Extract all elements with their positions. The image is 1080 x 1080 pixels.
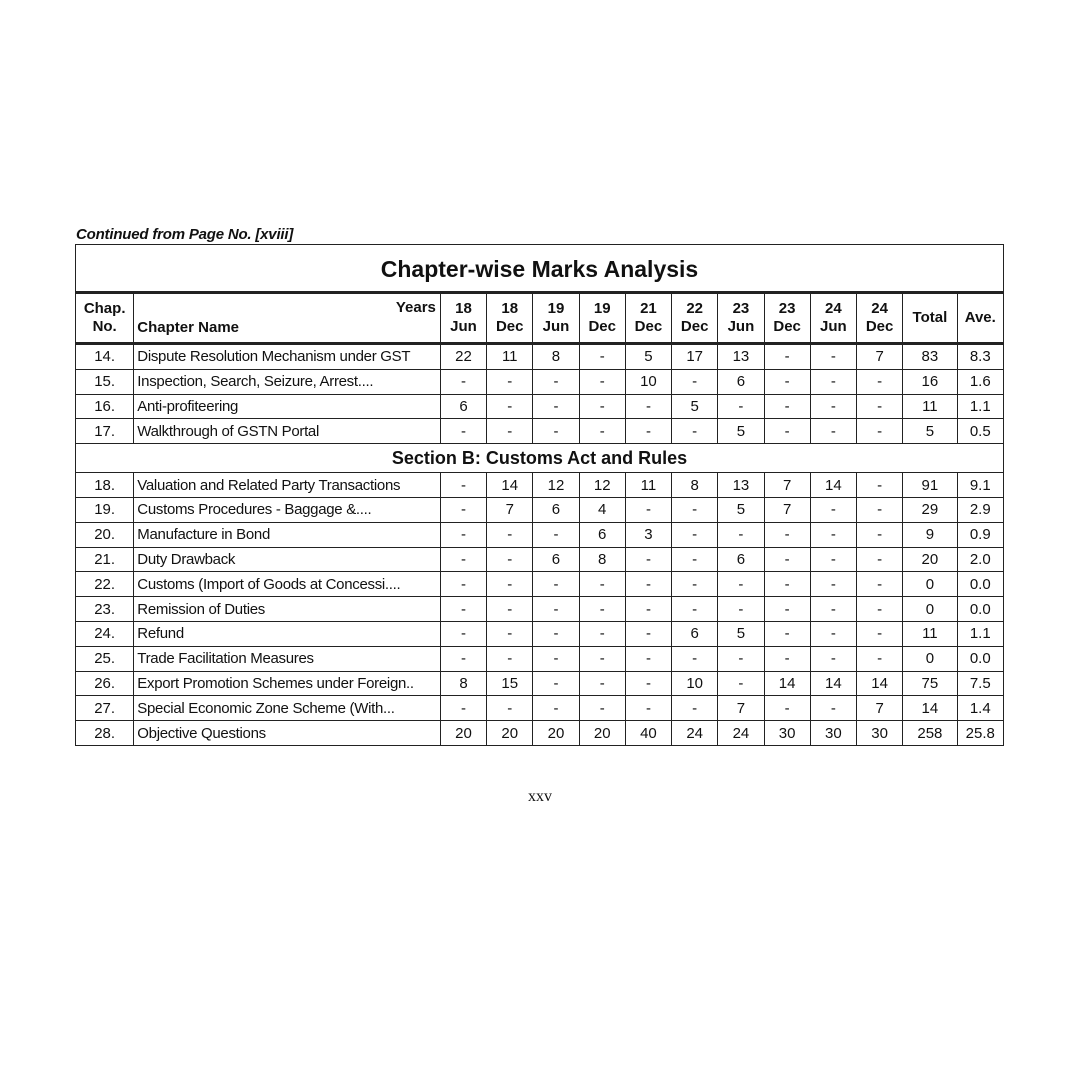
exam-header-term: Jun [820, 318, 847, 335]
marks-cell: - [672, 522, 718, 547]
chapter-number-cell: 20. [76, 522, 134, 547]
exam-header-term: Dec [773, 318, 801, 335]
marks-cell: - [625, 572, 671, 597]
average-cell: 7.5 [957, 671, 1003, 696]
table-row [76, 497, 1004, 522]
table-row [76, 671, 1004, 696]
marks-cell: - [857, 621, 903, 646]
chapter-name-cell: Special Economic Zone Scheme (With... [134, 696, 441, 721]
marks-cell: 7 [487, 497, 533, 522]
exam-header-term: Jun [542, 318, 570, 335]
marks-cell: 15 [487, 671, 533, 696]
marks-cell: - [625, 621, 671, 646]
chapter-number-cell: 21. [76, 547, 134, 572]
marks-cell: 17 [672, 344, 718, 370]
marks-cell: - [764, 646, 810, 671]
total-header: Total [903, 293, 957, 344]
exam-header [440, 293, 486, 344]
marks-cell: - [764, 394, 810, 419]
marks-cell: - [487, 597, 533, 622]
average-cell: 2.0 [957, 547, 1003, 572]
total-cell: 16 [903, 369, 957, 394]
marks-cell: - [533, 369, 579, 394]
exam-header [810, 293, 856, 344]
marks-cell: - [625, 597, 671, 622]
marks-cell: - [857, 419, 903, 444]
exam-header-term: Dec [495, 318, 524, 335]
marks-cell: - [579, 419, 625, 444]
marks-cell: 6 [533, 547, 579, 572]
exam-header-year: 24 [825, 300, 842, 317]
chapter-name-header [134, 293, 441, 344]
exam-header-year: 19 [547, 300, 565, 317]
marks-cell: 12 [533, 473, 579, 498]
marks-cell: - [857, 369, 903, 394]
marks-cell: - [810, 696, 856, 721]
total-cell: 0 [903, 646, 957, 671]
marks-cell: - [487, 696, 533, 721]
chapter-number-cell: 18. [76, 473, 134, 498]
marks-cell: 13 [718, 344, 764, 370]
average-cell: 1.1 [957, 621, 1003, 646]
exam-header-term: Dec [588, 318, 616, 335]
marks-cell: 8 [579, 547, 625, 572]
marks-cell: - [810, 547, 856, 572]
marks-cell: - [533, 419, 579, 444]
marks-cell: - [533, 646, 579, 671]
exam-header-term: Jun [727, 318, 755, 335]
marks-cell: - [857, 497, 903, 522]
marks-cell: 20 [579, 721, 625, 746]
marks-cell: 24 [718, 721, 764, 746]
marks-cell: 20 [487, 721, 533, 746]
chapter-name-cell: Customs Procedures - Baggage &.... [134, 497, 441, 522]
total-cell: 11 [903, 621, 957, 646]
average-cell: 0.0 [957, 597, 1003, 622]
continued-note: Continued from Page No. [xviii] [76, 226, 294, 243]
exam-header [625, 293, 671, 344]
marks-cell: - [487, 522, 533, 547]
marks-cell: 6 [533, 497, 579, 522]
marks-cell: 20 [440, 721, 486, 746]
table-row [76, 621, 1004, 646]
marks-cell: 14 [857, 671, 903, 696]
table-row [76, 344, 1004, 370]
chapter-number-cell: 28. [76, 721, 134, 746]
exam-header [672, 293, 718, 344]
marks-cell: 30 [857, 721, 903, 746]
marks-cell: - [440, 473, 486, 498]
marks-cell: - [764, 621, 810, 646]
marks-cell: 5 [718, 419, 764, 444]
marks-cell: - [857, 394, 903, 419]
chapter-name-label: Chapter Name [137, 319, 239, 336]
chapter-name-cell: Valuation and Related Party Transactions [134, 473, 441, 498]
marks-cell: - [440, 522, 486, 547]
average-header: Ave. [957, 293, 1003, 344]
average-cell: 1.4 [957, 696, 1003, 721]
marks-cell: - [672, 572, 718, 597]
chapter-name-cell: Refund [134, 621, 441, 646]
marks-cell: - [718, 522, 764, 547]
marks-cell: - [533, 621, 579, 646]
marks-cell: - [440, 572, 486, 597]
marks-cell: - [579, 621, 625, 646]
marks-cell: - [487, 369, 533, 394]
marks-cell: - [810, 394, 856, 419]
marks-cell: 8 [440, 671, 486, 696]
marks-cell: - [579, 394, 625, 419]
years-label: Years [395, 299, 436, 316]
marks-cell: - [764, 369, 810, 394]
chapter-number-cell: 19. [76, 497, 134, 522]
marks-cell: - [764, 572, 810, 597]
chapter-name-cell: Duty Drawback [134, 547, 441, 572]
marks-cell: - [672, 646, 718, 671]
marks-cell: 30 [764, 721, 810, 746]
average-cell: 0.0 [957, 572, 1003, 597]
marks-cell: 4 [579, 497, 625, 522]
marks-cell: 11 [487, 344, 533, 370]
marks-cell: - [764, 597, 810, 622]
chap-no-header [76, 293, 134, 344]
chapter-number-cell: 22. [76, 572, 134, 597]
exam-header-year: 19 [593, 300, 611, 317]
marks-cell: 3 [625, 522, 671, 547]
average-cell: 1.6 [957, 369, 1003, 394]
marks-cell: 7 [718, 696, 764, 721]
marks-cell: - [533, 394, 579, 419]
marks-cell: 6 [718, 547, 764, 572]
marks-cell: - [810, 497, 856, 522]
marks-cell: - [857, 473, 903, 498]
chapter-number-cell: 25. [76, 646, 134, 671]
total-cell: 11 [903, 394, 957, 419]
chapter-name-cell: Trade Facilitation Measures [134, 646, 441, 671]
marks-cell: - [440, 419, 486, 444]
chapter-name-cell: Anti-profiteering [134, 394, 441, 419]
marks-cell: 40 [625, 721, 671, 746]
chapter-number-cell: 17. [76, 419, 134, 444]
total-cell: 14 [903, 696, 957, 721]
chapter-name-cell: Remission of Duties [134, 597, 441, 622]
marks-cell: - [579, 369, 625, 394]
marks-cell: - [857, 522, 903, 547]
total-cell: 75 [903, 671, 957, 696]
marks-cell: - [440, 621, 486, 646]
chapter-name-cell: Dispute Resolution Mechanism under GST [134, 344, 441, 370]
total-cell: 0 [903, 597, 957, 622]
marks-cell: 14 [810, 671, 856, 696]
marks-cell: - [810, 646, 856, 671]
marks-cell: - [625, 547, 671, 572]
page-number: xxv [528, 788, 552, 805]
table-title-row [76, 245, 1004, 293]
marks-cell: - [810, 621, 856, 646]
marks-cell: 14 [487, 473, 533, 498]
exam-header-term: Jun [450, 318, 477, 335]
average-cell: 9.1 [957, 473, 1003, 498]
table-row [76, 394, 1004, 419]
marks-cell: - [672, 696, 718, 721]
chapter-number-cell: 16. [76, 394, 134, 419]
average-cell: 0.0 [957, 646, 1003, 671]
average-cell: 8.3 [957, 344, 1003, 370]
marks-cell: - [764, 344, 810, 370]
marks-cell: 10 [672, 671, 718, 696]
marks-cell: - [487, 419, 533, 444]
marks-cell: - [625, 419, 671, 444]
marks-cell: - [810, 597, 856, 622]
average-cell: 25.8 [957, 721, 1003, 746]
chap-no-header-line2: No. [92, 318, 117, 335]
marks-cell: 6 [579, 522, 625, 547]
marks-cell: - [487, 394, 533, 419]
marks-cell: 6 [672, 621, 718, 646]
marks-cell: 7 [764, 473, 810, 498]
total-cell: 0 [903, 572, 957, 597]
marks-cell: - [672, 419, 718, 444]
marks-cell: - [810, 419, 856, 444]
marks-cell: 5 [625, 344, 671, 370]
table-row [76, 572, 1004, 597]
section-heading-row [76, 444, 1004, 473]
marks-cell: - [764, 522, 810, 547]
average-cell: 0.9 [957, 522, 1003, 547]
table-row [76, 419, 1004, 444]
exam-header-year: 18 [455, 300, 472, 317]
marks-cell: - [672, 497, 718, 522]
marks-cell: 12 [579, 473, 625, 498]
section-heading: Section B: Customs Act and Rules [76, 444, 1004, 473]
marks-cell: - [579, 344, 625, 370]
average-cell: 0.5 [957, 419, 1003, 444]
marks-cell: - [857, 547, 903, 572]
marks-cell: - [718, 646, 764, 671]
table-row [76, 696, 1004, 721]
marks-cell: - [625, 394, 671, 419]
marks-cell: - [579, 572, 625, 597]
chapter-number-cell: 15. [76, 369, 134, 394]
marks-cell: - [440, 597, 486, 622]
marks-cell: - [533, 522, 579, 547]
exam-header-year: 23 [778, 300, 796, 317]
marks-cell: - [857, 597, 903, 622]
total-cell: 29 [903, 497, 957, 522]
marks-cell: - [672, 547, 718, 572]
chapter-name-cell: Manufacture in Bond [134, 522, 441, 547]
table-row [76, 547, 1004, 572]
table-row [76, 473, 1004, 498]
marks-cell: 7 [857, 344, 903, 370]
exam-header [579, 293, 625, 344]
marks-cell: - [579, 597, 625, 622]
marks-analysis-table [75, 244, 1004, 746]
marks-cell: - [487, 646, 533, 671]
total-cell: 5 [903, 419, 957, 444]
chapter-number-cell: 14. [76, 344, 134, 370]
average-cell: 2.9 [957, 497, 1003, 522]
marks-cell: - [487, 572, 533, 597]
exam-header [533, 293, 579, 344]
marks-cell: 10 [625, 369, 671, 394]
marks-cell: - [672, 597, 718, 622]
marks-cell: - [440, 369, 486, 394]
marks-cell: - [533, 572, 579, 597]
total-cell: 20 [903, 547, 957, 572]
marks-cell: - [579, 696, 625, 721]
marks-cell: - [718, 394, 764, 419]
marks-cell: - [440, 696, 486, 721]
exam-header-year: 23 [732, 300, 750, 317]
marks-cell: 6 [440, 394, 486, 419]
marks-cell: - [487, 621, 533, 646]
marks-cell: - [579, 671, 625, 696]
chapter-number-cell: 23. [76, 597, 134, 622]
marks-cell: 5 [718, 497, 764, 522]
table-title: Chapter-wise Marks Analysis [76, 245, 1004, 293]
exam-header [764, 293, 810, 344]
marks-cell: - [718, 572, 764, 597]
marks-cell: 5 [672, 394, 718, 419]
chapter-number-cell: 24. [76, 621, 134, 646]
marks-cell: 20 [533, 721, 579, 746]
marks-cell: - [440, 497, 486, 522]
exam-header-term: Dec [634, 318, 663, 335]
marks-cell: - [857, 646, 903, 671]
marks-cell: 11 [625, 473, 671, 498]
chapter-name-cell: Customs (Import of Goods at Concessi.... [134, 572, 441, 597]
marks-cell: - [533, 696, 579, 721]
table-row [76, 522, 1004, 547]
marks-cell: - [810, 572, 856, 597]
marks-cell: - [718, 597, 764, 622]
marks-cell: - [625, 696, 671, 721]
marks-cell: - [579, 646, 625, 671]
marks-cell: 30 [810, 721, 856, 746]
marks-cell: - [810, 344, 856, 370]
total-cell: 83 [903, 344, 957, 370]
marks-cell: - [533, 597, 579, 622]
exam-header [718, 293, 764, 344]
marks-cell: - [810, 522, 856, 547]
exam-header [857, 293, 903, 344]
table-row [76, 721, 1004, 746]
chapter-number-cell: 26. [76, 671, 134, 696]
marks-cell: - [533, 671, 579, 696]
total-cell: 91 [903, 473, 957, 498]
exam-header-year: 21 [640, 300, 657, 317]
marks-cell: 7 [857, 696, 903, 721]
marks-cell: 14 [810, 473, 856, 498]
marks-cell: 14 [764, 671, 810, 696]
marks-cell: - [764, 547, 810, 572]
marks-cell: - [810, 369, 856, 394]
chapter-name-cell: Inspection, Search, Seizure, Arrest.... [134, 369, 441, 394]
marks-cell: 5 [718, 621, 764, 646]
chapter-number-cell: 27. [76, 696, 134, 721]
table-row [76, 369, 1004, 394]
marks-cell: - [487, 547, 533, 572]
table-row [76, 646, 1004, 671]
marks-cell: - [625, 497, 671, 522]
marks-cell: - [764, 419, 810, 444]
marks-cell: 6 [718, 369, 764, 394]
marks-cell: - [440, 646, 486, 671]
marks-cell: - [672, 369, 718, 394]
exam-header-year: 18 [501, 300, 519, 317]
total-cell: 9 [903, 522, 957, 547]
marks-cell: 22 [440, 344, 486, 370]
exam-header-term: Dec [865, 318, 894, 335]
marks-cell: - [440, 547, 486, 572]
exam-header-year: 24 [871, 300, 888, 317]
marks-cell: 24 [672, 721, 718, 746]
exam-header-year: 22 [686, 300, 704, 317]
chapter-name-cell: Walkthrough of GSTN Portal [134, 419, 441, 444]
marks-cell: 7 [764, 497, 810, 522]
marks-cell: - [718, 671, 764, 696]
table-body [76, 344, 1004, 746]
table-row [76, 597, 1004, 622]
marks-cell: 8 [533, 344, 579, 370]
exam-header-term: Dec [680, 318, 709, 335]
marks-cell: 8 [672, 473, 718, 498]
chapter-name-cell: Objective Questions [134, 721, 441, 746]
chap-no-header-line1: Chap. [83, 300, 126, 317]
marks-cell: - [857, 572, 903, 597]
marks-cell: - [764, 696, 810, 721]
exam-header [487, 293, 533, 344]
marks-cell: 13 [718, 473, 764, 498]
total-cell: 258 [903, 721, 957, 746]
average-cell: 1.1 [957, 394, 1003, 419]
chapter-name-cell: Export Promotion Schemes under Foreign.. [134, 671, 441, 696]
marks-cell: - [625, 646, 671, 671]
marks-cell: - [625, 671, 671, 696]
column-header-row [76, 293, 1004, 344]
